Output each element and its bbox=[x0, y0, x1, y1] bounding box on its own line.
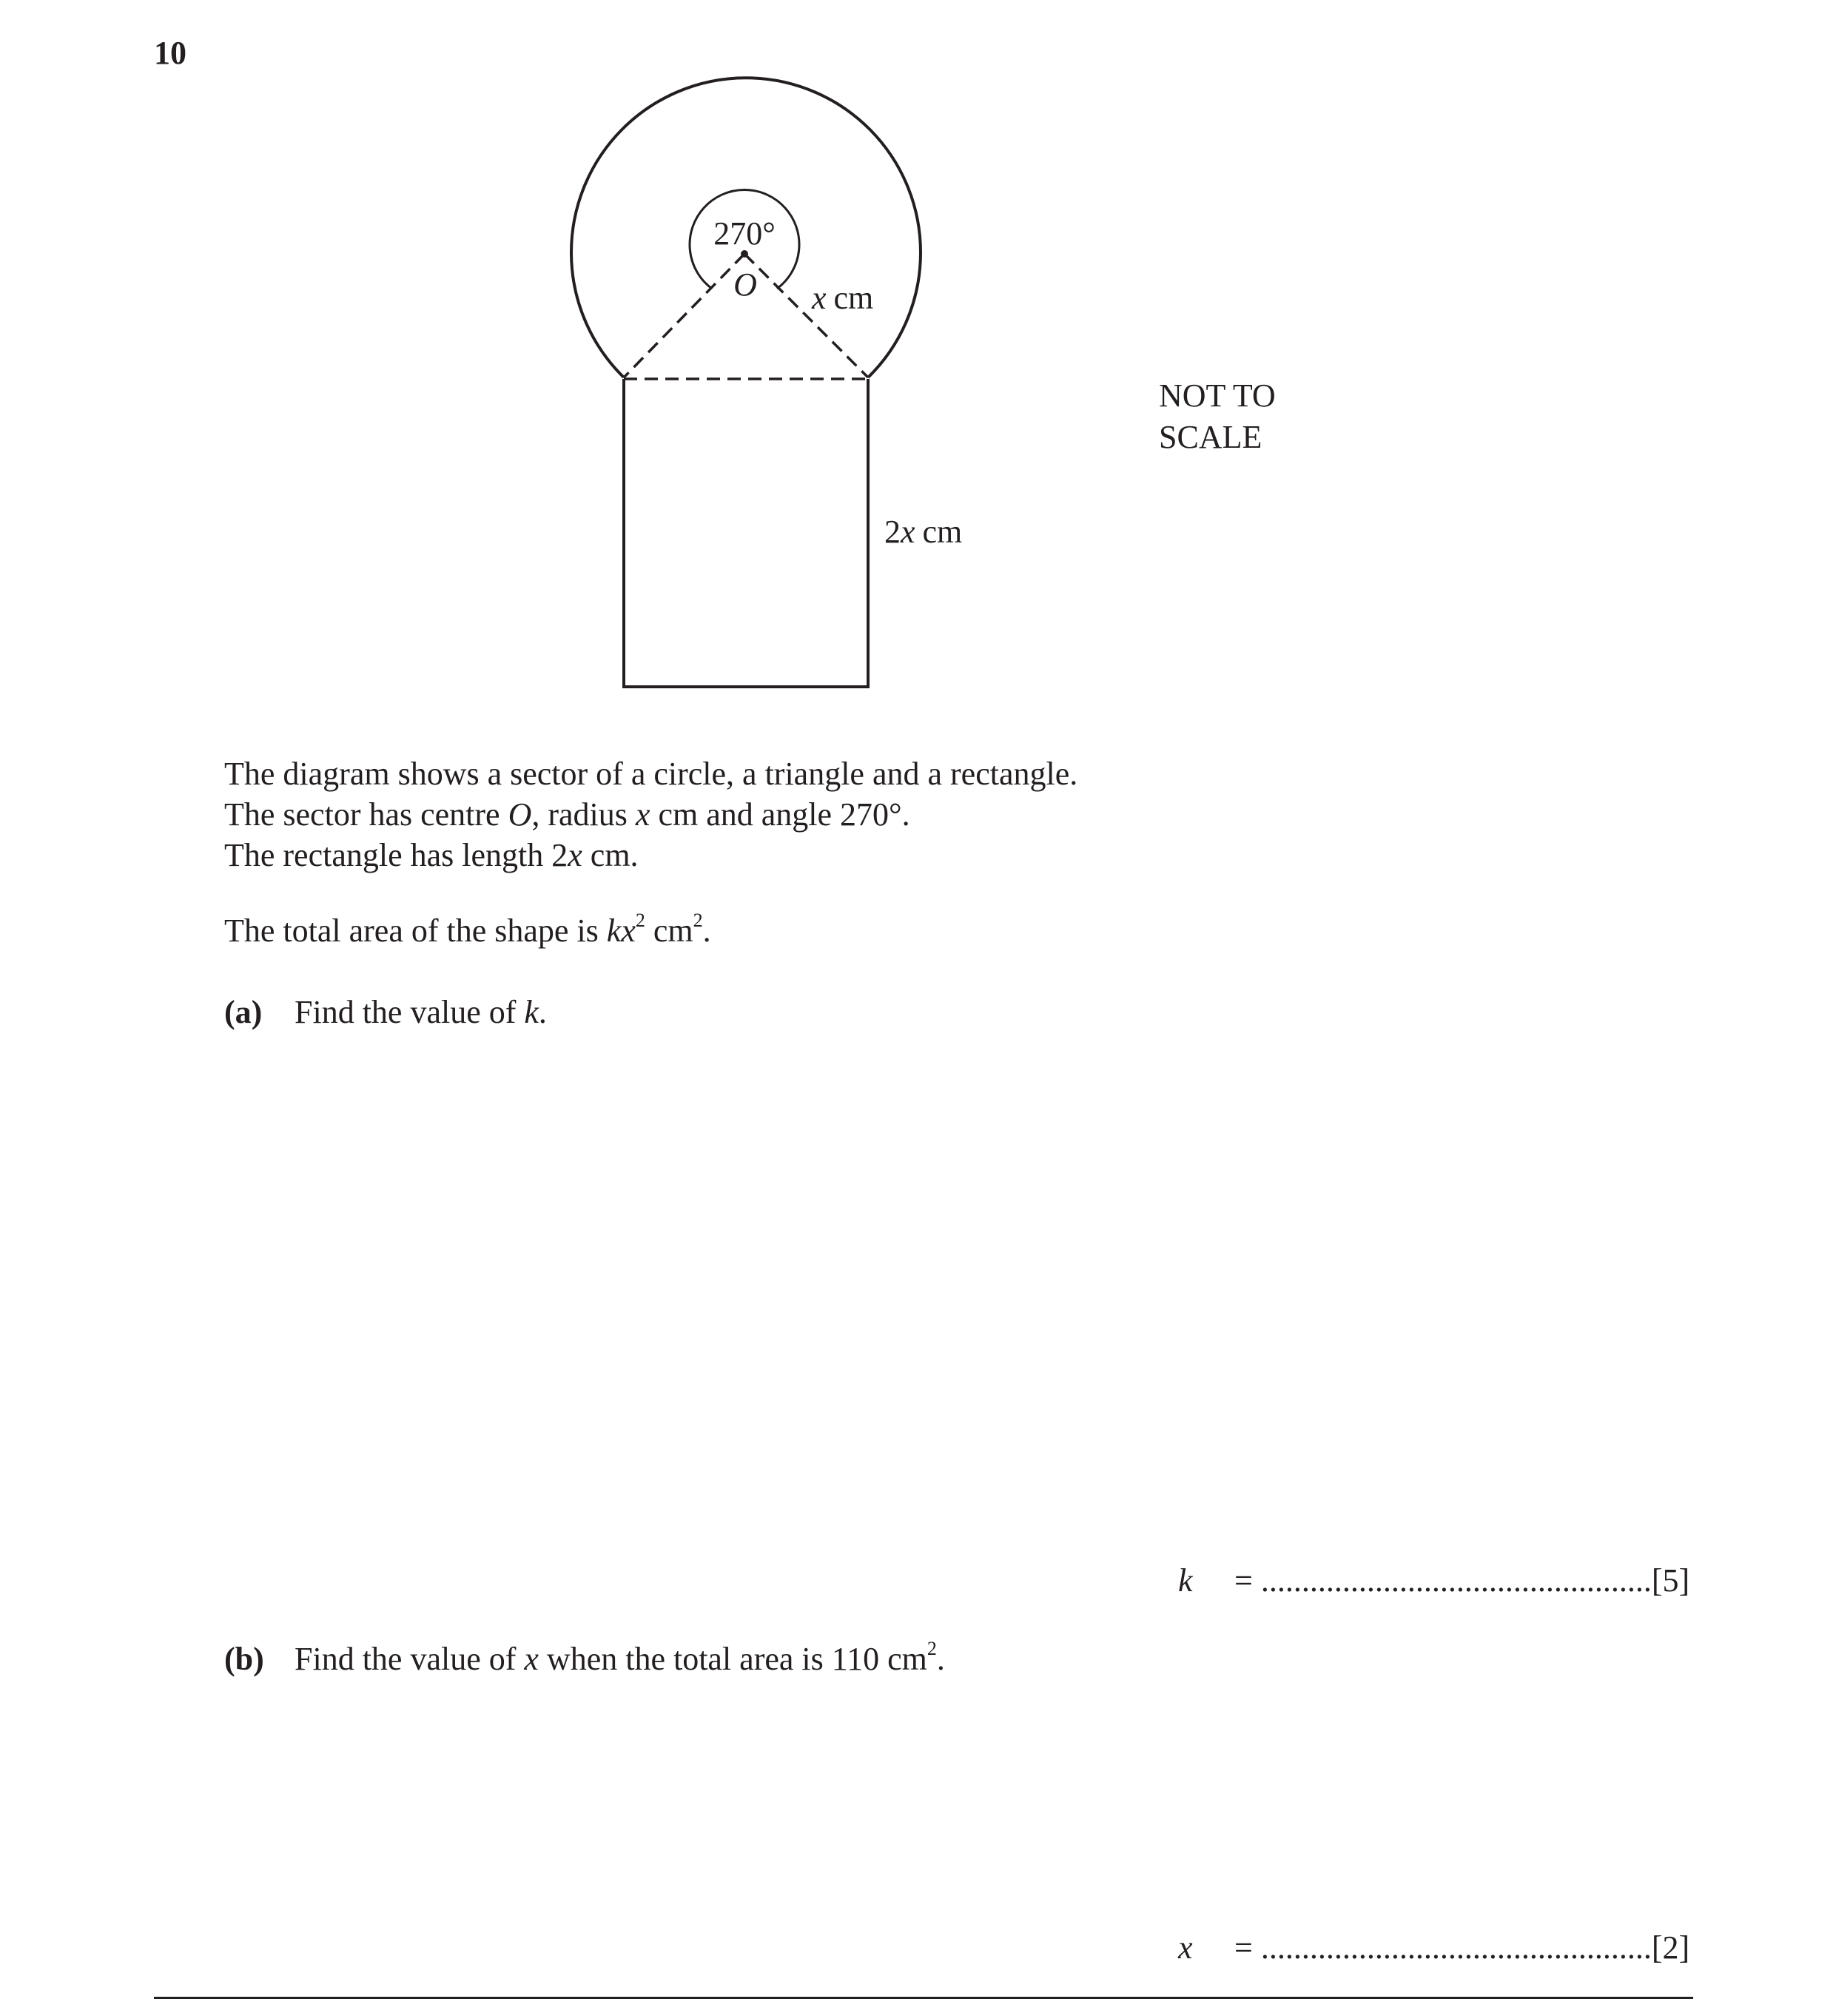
radius-label: x cm bbox=[812, 280, 874, 316]
part-a-answer-line[interactable]: k = ................................................[5] bbox=[1178, 1562, 1690, 1599]
question-number: 10 bbox=[154, 35, 186, 71]
part-b-label: (b) bbox=[224, 1641, 264, 1677]
bottom-rule bbox=[154, 1997, 1693, 1999]
stem-line-1: The diagram shows a sector of a circle, a triangle and a rectangle. bbox=[224, 756, 1078, 792]
part-b-answer-line[interactable]: x = ................................................[2] bbox=[1178, 1929, 1690, 1966]
question-stem bbox=[224, 753, 1077, 876]
not-to-scale-line1: NOT TO bbox=[1159, 377, 1276, 414]
stem-line-3: The rectangle has length 2x cm. bbox=[224, 837, 639, 873]
rectangle bbox=[624, 379, 868, 687]
length-label: 2x cm bbox=[884, 514, 963, 550]
part-a-question: (a) Find the value of k. bbox=[224, 994, 547, 1030]
not-to-scale-note bbox=[1159, 375, 1276, 458]
centre-label: O bbox=[733, 266, 757, 303]
part-a-label: (a) bbox=[224, 994, 263, 1030]
part-b-question: (b) Find the value of x when the total area is 110 $cm^2$. bbox=[224, 1638, 945, 1677]
radius-left-dashed bbox=[624, 254, 744, 377]
part-a-marks: [5] bbox=[1651, 1562, 1690, 1599]
stem-line-2: The sector has centre O, radius x cm and angle 270°. bbox=[224, 796, 910, 833]
not-to-scale-line2: SCALE bbox=[1159, 419, 1262, 455]
part-b-marks: [2] bbox=[1651, 1929, 1690, 1966]
angle-label: 270° bbox=[713, 215, 776, 252]
total-area-statement: The total area of the shape is $kx^2$ $cm^2$. bbox=[224, 910, 711, 949]
geometry-diagram bbox=[0, 0, 1836, 740]
